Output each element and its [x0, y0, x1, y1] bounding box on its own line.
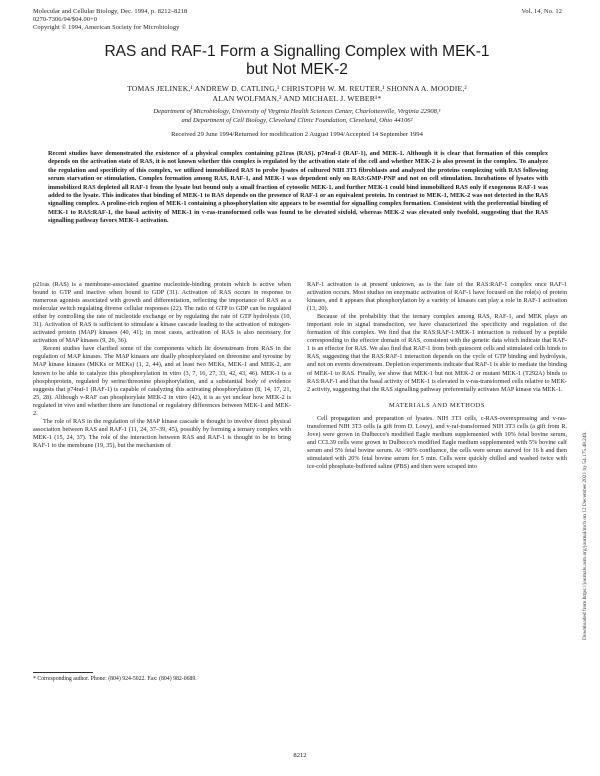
footnote-block: [33, 668, 291, 683]
methods-paragraph: Cell propagation and preparation of lysates. NIH 3T3 cells, c-RAS-overexpressing and v-ras-transformed NIH 3T3 cells (a gift from D. Lowy), and v-raf-transformed NIH 3T3 cells (a gift from R. Jove) were grown in Dulbecco's modified Eagle medium supplemented with 10% fetal bovine serum, and CCL39 cells were grown in Dulbecco's modified Eagle medium supplemented with 5% bovine calf serum and 5% fetal bovine serum. At >90% confluence, the cells were serum starved for 16 h and then stimulated with 20% fetal bovine serum for 5 min. Cells were quickly chilled and washed twice with ice-cold phosphate-buffered saline (PBS) and then were scraped into: [307, 414, 567, 470]
issn-line: 0270-7306/94/$04.00+0: [33, 16, 98, 24]
copyright-line: Copyright © 1994, American Society for Microbiology: [33, 24, 180, 32]
paper-title: [30, 43, 564, 79]
title-line-2: but Not MEK-2: [246, 61, 348, 78]
corresponding-author-footnote: * Corresponding author. Phone: (804) 924-5022. Fax: (804) 982-0689.: [33, 676, 197, 682]
authors-line-1: TOMAS JELINEK,¹ ANDREW D. CATLING,¹ CHRISTOPH W. M. REUTER,¹ SHONNA A. MOODIE,²: [127, 84, 467, 93]
received-dates: Received 29 June 1994/Returned for modification 2 August 1994/Accepted 14 September 1994: [171, 131, 423, 138]
abstract: Recent studies have demonstrated the existence of a physical complex containing p21ras (RAS), p74raf-1 (RAF-1), and MEK-1. Although it is clear that formation of this complex depends on the activation state of RAS, it is not known whether this complex is regulated by the activation state of the cell and whether MEK-2 is also present in the complex. To analyze the regulation and specificity of this complex, we utilized immobilized RAS to probe lysates of cultured NIH 3T3 fibroblasts and analyzed the proteins complexing with RAS following serum starvation or stimulation. Complex formation among RAS, RAF-1, and MEK-1 was dependent only on RAS:GMP-PNP and not on cell stimulation. Incubations of lysates with immobilized RAS depleted all RAF-1 from the lysate but bound only a small fraction of cytosolic MEK-1, and further MEK-1 could bind immobilized RAS only if exogenous RAF-1 was added to the lysate. This indicates that binding of MEK-1 to RAS depends on the presence of RAF-1 or an equivalent protein. In contrast to MEK-1, MEK-2 was not detected in the RAS signalling complex. A proline-rich region of MEK-1 containing a phosphorylation site appears to be essential for signalling complex formation. Consistent with the preferential binding of MEK-1 to RAS:RAF-1, the basal activity of MEK-1 in v-ras-transformed cells was found to be elevated sixfold, whereas MEK-2 was elevated only twofold, suggesting that the RAS signalling pathway favors MEK-1 activation.: [48, 150, 548, 225]
body-paragraph: Recent studies have clarified some of the components which lie downstream from RAS in the regulation of MAP kinases. The MAP kinases are dually phosphorylated on threonine and tyrosine by MAP kinase kinases (MKKs or MEKs) (1, 2, 44), and at least two MEKs, MEK-1 and MEK-2, are known to be able to catalyze this phosphorylation in vitro (3, 7, 16, 27, 33, 42, 43, 46). MEK-1 is a phosphoprotein, regulated by serine/threonine phosphorylation, and a substantial body of evidence suggests that p74raf-1 (RAF-1) is capable of catalyzing this activating phosphorylation (8, 14, 17, 21, 25, 28). Although v-RAF can phosphorylate MEK-2 in vitro (42), it is as yet unclear how MEK-2 is regulated in vivo and whether there are functional or regulatory differences between MEK-1 and MEK-2.: [33, 345, 291, 417]
running-header: [33, 8, 393, 33]
intro-paragraph: p21ras (RAS) is a membrane-associated guanine nucleotide-binding protein which is active when bound to GTP and inactive when bound to GDP (31). Activation of RAS occurs in response to numerous agonists associated with growth and differentiation, reflecting the importance of RAS as a molecular switch regulating diverse cellular responses (22). The ratio of GTP to GDP can be regulated either by controlling the rate of nucleotide exchange or by regulating the rate of GTP hydrolysis (10, 31). Activation of RAS is sufficient to stimulate a kinase cascade leading to the activation of mitogen-activated protein (MAP) kinases (40, 41); in most cases, activation of RAS is also necessary for activation of MAP kinases (9, 26, 36).: [33, 281, 291, 345]
affiliation-line-1: Department of Microbiology, University of Virginia Health Sciences Center, Charlottesville, Virginia 22908,¹: [153, 108, 441, 115]
body-paragraph: Because of the probability that the ternary complex among RAS, RAF-1, and MEK plays an important role in signal transduction, we have characterized the specificity and regulation of the formation of this complex. We find that the RAS:RAF-1:MEK-1 interaction is reduced by a peptide corresponding to the effector domain of RAS, consistent with the genetic data which indicate that RAF-1 is an effector for RAS. We also find that RAF-1 from both quiescent cells and stimulated cells binds to RAS, suggesting that the RAS:RAF-1 interaction depends on the cycle of GTP binding and hydrolysis, and not on events downstream. Depletion experiments indicate that RAF-1 is able to mediate the binding of MEK-1 to RAS. Finally, we show that MEK-1 but not MEK-2 or mutant MEK-1 (T292A) binds to RAS:RAF-1 and that the basal activity of MEK-1 is elevated in v-ras-transformed cells relative to MEK-2 activity, suggesting that the RAS signalling pathway preferentially activates MAP kinase via MEK-1.: [307, 313, 567, 393]
download-note: Downloaded from https://journals.asm.org/journal/mcb on 12 December 2021 by 54.175.48.249.: [582, 431, 588, 640]
volume-label: Vol. 14, No. 12: [521, 8, 562, 15]
right-column: [307, 281, 567, 751]
journal-citation: Molecular and Cellular Biology, Dec. 1994, p. 8212–8218: [33, 8, 188, 15]
authors-line-2: ALAN WOLFMAN,² AND MICHAEL J. WEBER¹*: [212, 94, 382, 103]
title-line-1: RAS and RAF-1 Form a Signalling Complex with MEK-1: [104, 43, 490, 60]
section-heading: MATERIALS AND METHODS: [388, 401, 486, 409]
footnote-rule: [33, 672, 93, 673]
left-column: [33, 281, 291, 663]
body-paragraph: The role of RAS in the regulation of the MAP kinase cascade is thought to involve direct physical association between RAS and RAF-1 (11, 24, 37–39, 45), possibly by forming a ternary complex with MEK-1 (15, 24, 37). The role of the interaction between RAS and RAF-1 is thought to be to bring RAF-1 to the membrane (19, 35), but the mechanism of: [33, 417, 291, 449]
affiliations: [30, 108, 564, 125]
page-number: 8212: [293, 752, 307, 759]
affiliation-line-2: and Department of Cell Biology, Cleveland Clinic Foundation, Cleveland, Ohio 44106²: [181, 116, 413, 124]
author-list: [30, 84, 564, 104]
body-paragraph: RAF-1 activation is at present unknown, as is the fate of the RAS:RAF-1 complex once RAF-1 activation occurs. Most studies on enzymatic activation of RAF-1 have focused on the role(s) of protein kinases, and it appears that phosphorylation by a variety of kinases can play a role in RAF-1 activation (13, 20).: [307, 281, 567, 313]
